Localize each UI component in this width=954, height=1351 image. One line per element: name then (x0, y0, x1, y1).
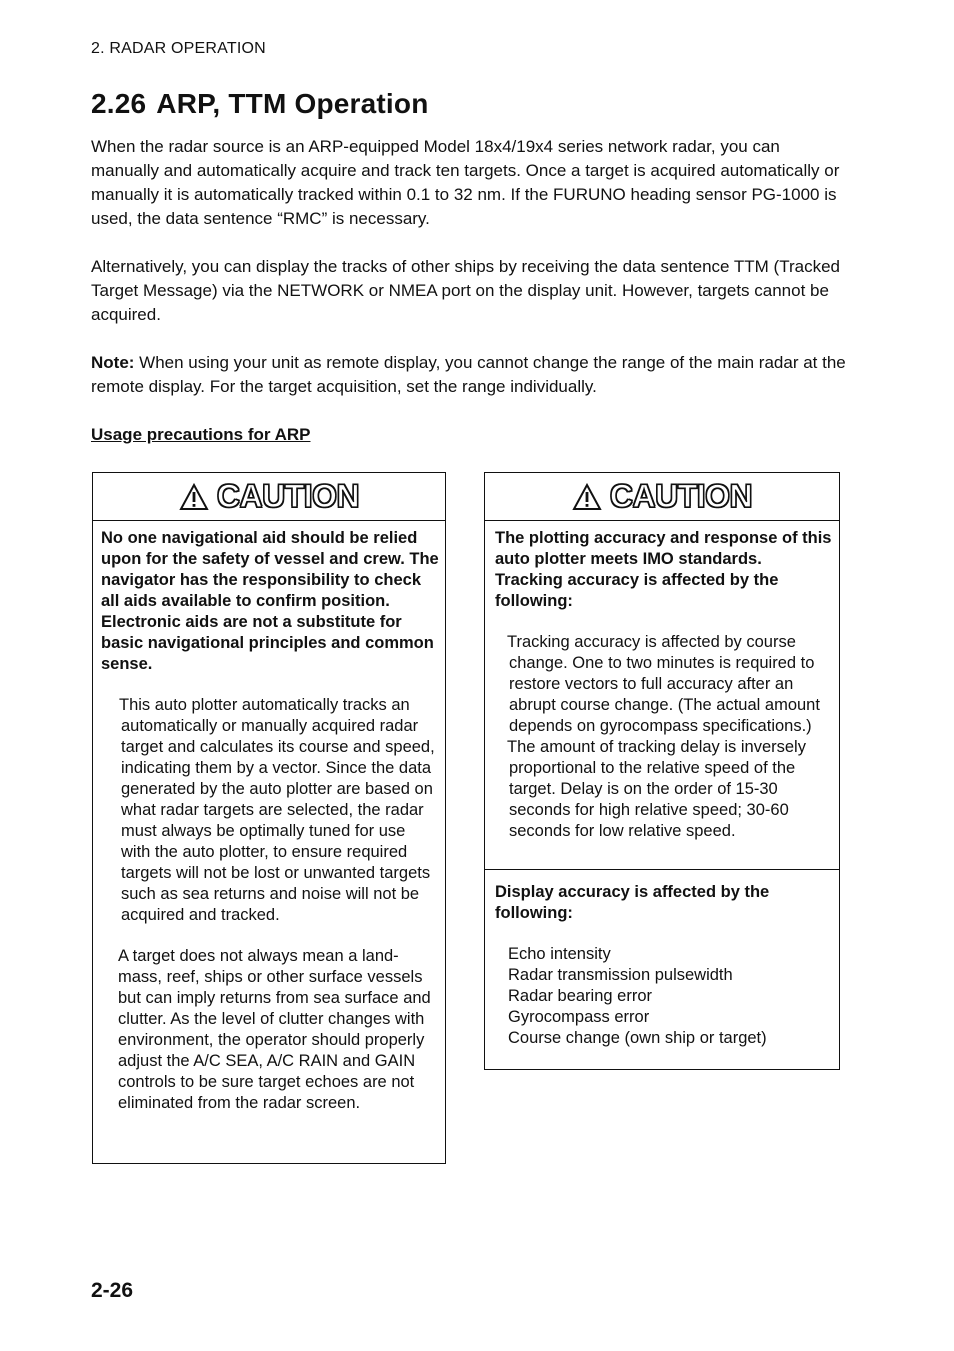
tracking-item: Tracking accuracy is affected by course change. One to two minutes is required to restore vectors to full accuracy after an abrupt course change. (The actual amount depends on gyrocompass specifications.) (507, 633, 820, 735)
usage-precautions-heading: Usage precautions for ARP (91, 425, 311, 444)
section-title-text: ARP, TTM Operation (156, 88, 429, 119)
display-accuracy-section (485, 870, 839, 1049)
list-item: Radar bearing error (508, 987, 652, 1005)
caution-header (485, 473, 839, 521)
display-accuracy-list (495, 944, 833, 1049)
caution-paragraph: This auto plotter automatically tracks an automatically or manually acquired radar target and calculates its course and speed, indicating them by a vector. Since the data generated by the auto plotter are based on what radar targets are selected, the radar must always be optimally tuned for use with the auto plotter, to ensure required targets will not be lost or unwanted targets such as sea returns and noise will not be acquired and tracked. (119, 696, 435, 924)
note-label: Note: (91, 353, 135, 372)
ttm-paragraph: Alternatively, you can display the tracks of other ships by receiving the data sentence TTM (Tracked Target Message) via the NETWORK or NMEA port on the display unit. However, targets cannot be acquired. (91, 257, 840, 324)
warning-triangle-icon (179, 483, 209, 511)
caution-box-right (484, 472, 840, 1070)
caution-box-left (92, 472, 446, 1164)
caution-bold-text: The plotting accuracy and response of this auto plotter meets IMO standards. Tracking accuracy is affected by the following: (495, 529, 832, 610)
caution-header (93, 473, 445, 521)
caution-label: CAUTION (216, 478, 360, 514)
intro-paragraph: When the radar source is an ARP-equipped Model 18x4/19x4 series network radar, you can manually and automatically acquire and track ten targets. Once a target is acquired automatically or manually it is automatically tracked within 0.1 to 32 nm. If the FURUNO heading sensor PG-1000 is used, the data sentence “RMC” is necessary. (91, 137, 840, 228)
caution-label: CAUTION (609, 478, 753, 514)
tracking-item: The amount of tracking delay is inversely proportional to the relative speed of the target. Delay is on the order of 15-30 seconds for high relative speed; 30-60 seconds for low relative speed. (507, 738, 806, 840)
section-title (91, 88, 429, 120)
list-item: Radar transmission pulsewidth (508, 966, 733, 984)
caution-bold-text: No one navigational aid should be relied upon for the safety of vessel and crew. The navigator has the responsibility to check all aids available to confirm position. Electronic aids are not a substitute for basic navigational principles and common sense. (101, 529, 439, 673)
note-paragraph (91, 351, 851, 399)
list-item: Course change (own ship or target) (508, 1029, 767, 1047)
page-number: 2-26 (91, 1279, 134, 1302)
section-number: 2.26 (91, 88, 147, 119)
tracking-accuracy-section (485, 521, 839, 870)
caution-bold-text: Display accuracy is affected by the following: (495, 883, 770, 922)
note-text: When using your unit as remote display, you cannot change the range of the main radar at the remote display. For the target acquisition, set the range individually. (91, 353, 846, 396)
running-head: 2. RADAR OPERATION (91, 40, 266, 57)
list-item: Echo intensity (508, 945, 611, 963)
warning-triangle-icon (572, 483, 602, 511)
caution-paragraph: A target does not always mean a land-mass, reef, ships or other surface vessels but can imply returns from sea surface and clutter. As the level of clutter changes with environment, the operator should properly adjust the A/C SEA, A/C RAIN and GAIN controls to be sure target echoes are not eliminated from the radar screen. (118, 947, 431, 1112)
list-item: Gyrocompass error (508, 1008, 650, 1026)
